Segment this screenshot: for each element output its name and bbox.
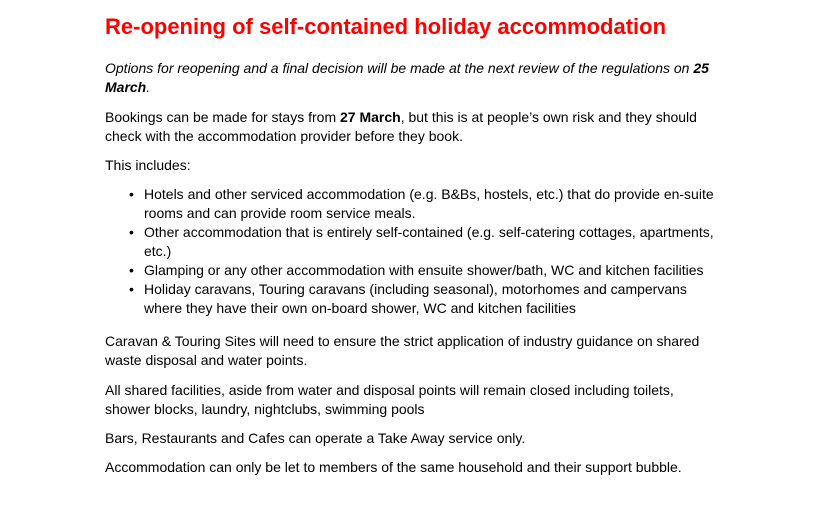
bullet-icon: • <box>129 262 134 278</box>
bullet-icon: • <box>129 224 134 240</box>
intro-paragraph <box>105 59 715 97</box>
bullet-icon: • <box>129 186 134 202</box>
bookings-paragraph <box>105 108 715 146</box>
accommodation-list <box>105 185 715 318</box>
list-item <box>129 261 715 280</box>
list-item <box>129 185 715 223</box>
bars-paragraph: Bars, Restaurants and Cafes can operate a Take Away service only. <box>105 430 526 446</box>
list-item <box>129 280 715 318</box>
bookings-date: 27 March <box>340 109 401 125</box>
list-item-text: Hotels and other serviced accommodation (e.g. B&Bs, hostels, etc.) that do provide en-suite rooms and can provide room service meals. <box>144 186 714 221</box>
review-date: 25 March <box>105 60 709 95</box>
document <box>105 14 715 477</box>
includes-label: This includes: <box>105 157 191 173</box>
intro-text: Options for reopening and a final decision will be made at the next review of the regulations on <box>105 60 694 76</box>
list-item <box>129 223 715 261</box>
shared-facilities-paragraph: All shared facilities, aside from water and disposal points will remain closed including toilets, shower blocks, laundry, nightclubs, swimming pools <box>105 382 674 417</box>
intro-end: . <box>146 79 151 95</box>
list-item-text: Other accommodation that is entirely self-contained (e.g. self-catering cottages, apartments, etc.) <box>144 224 714 259</box>
household-paragraph: Accommodation can only be let to members of the same household and their support bubble. <box>105 459 682 475</box>
bookings-before: Bookings can be made for stays from <box>105 109 340 125</box>
bookings-after: , but this is at people’s own risk and they should check with the accommodation provider before they book. <box>105 109 697 144</box>
caravan-sites-paragraph: Caravan & Touring Sites will need to ensure the strict application of industry guidance on shared waste disposal and water points. <box>105 333 700 368</box>
list-item-text: Holiday caravans, Touring caravans (including seasonal), motorhomes and campervans where they have their own on-board shower, WC and kitchen facilities <box>144 281 687 316</box>
list-item-text: Glamping or any other accommodation with ensuite shower/bath, WC and kitchen facilities <box>144 262 704 278</box>
bullet-icon: • <box>129 281 134 297</box>
page-title: Re-opening of self-contained holiday accommodation <box>105 14 667 39</box>
